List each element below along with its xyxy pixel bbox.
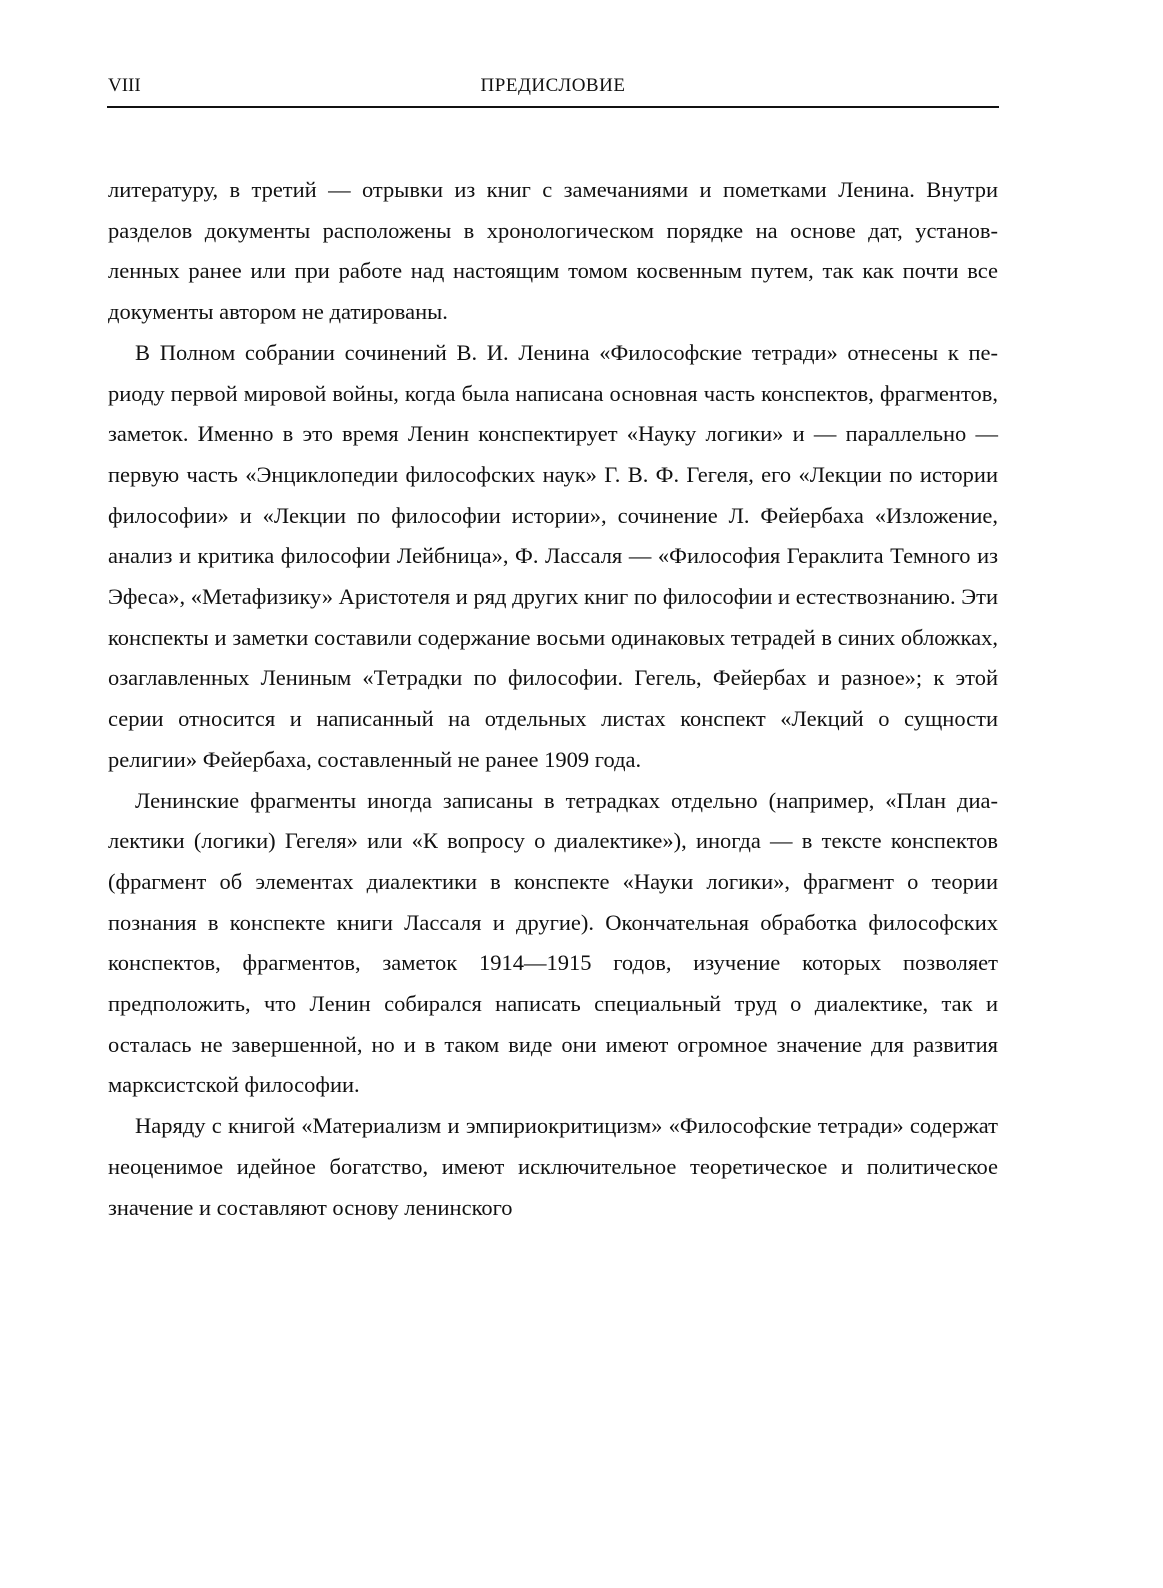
header-rule (107, 106, 999, 108)
page-number: VIII (108, 75, 141, 96)
running-head (108, 74, 998, 98)
preface-text (108, 170, 998, 1228)
paragraph-2: В Полном собрании сочинений В. И. Ленина «Философские тетради» отнесены к периоду первой мировой войны, когда была написана основная часть конспектов, фрагментов, заметок. Именно в это время Ленин конспектирует «Науку логики» и — параллельно — первую часть «Энциклопедии философских наук» Г. В. Ф. Гегеля, его «Лекции по истории философии» и «Лекции по философии истории», сочинение Л. Фейербаха «Изложение, анализ и критика философии Лейбница», Ф. Лассаля — «Философия Гераклита Темного из Эфеса», «Метафизику» Аристотеля и ряд других книг по философии и естествознанию. Эти конспекты и заметки составили содержание восьми одинаковых тетрадей в синих обложках, озаглавленных Лениным «Тетрадки по философии. Гегель, Фейербах и разное»; к этой серии относится и написанный на отдельных листах конспект «Лекций о сущности религии» Фейербаха, составленный не ранее 1909 года. (108, 339, 998, 772)
header-title: ПРЕДИСЛОВИЕ (480, 75, 626, 96)
paragraph-1: литературу, в третий — отрывки из книг с замечаниями и пометками Ленина. Внутри разделов документы расположены в хронологическом порядке на основе дат, установленных ранее или при работе над настоящим томом косвенным путем, так как почти все документы автором не датированы. (108, 177, 998, 325)
paragraph-3: Ленинские фрагменты иногда записаны в тетрадках отдельно (например, «План диалектики (логики) Гегеля» или «К вопросу о диалектике»), иногда — в тексте конспектов (фрагмент об элементах диалектики в конспекте «Науки логики», фрагмент о теории познания в конспекте книги Лассаля и другие). Окончательная обработка философских конспектов, фрагментов, заметок 1914—1915 годов, изучение которых позволяет предположить, что Ленин собирался написать специальный труд о диалектике, так и осталась не завершенной, но и в таком виде они имеют огромное значение для развития марксистской философии. (108, 787, 998, 1098)
paragraph-4: Наряду с книгой «Материализм и эмпириокритицизм» «Философские тетради» содержат неоценимое идейное богатство, имеют исключительное теоретическое и политическое значение и составляют основу ленинского (108, 1113, 998, 1220)
